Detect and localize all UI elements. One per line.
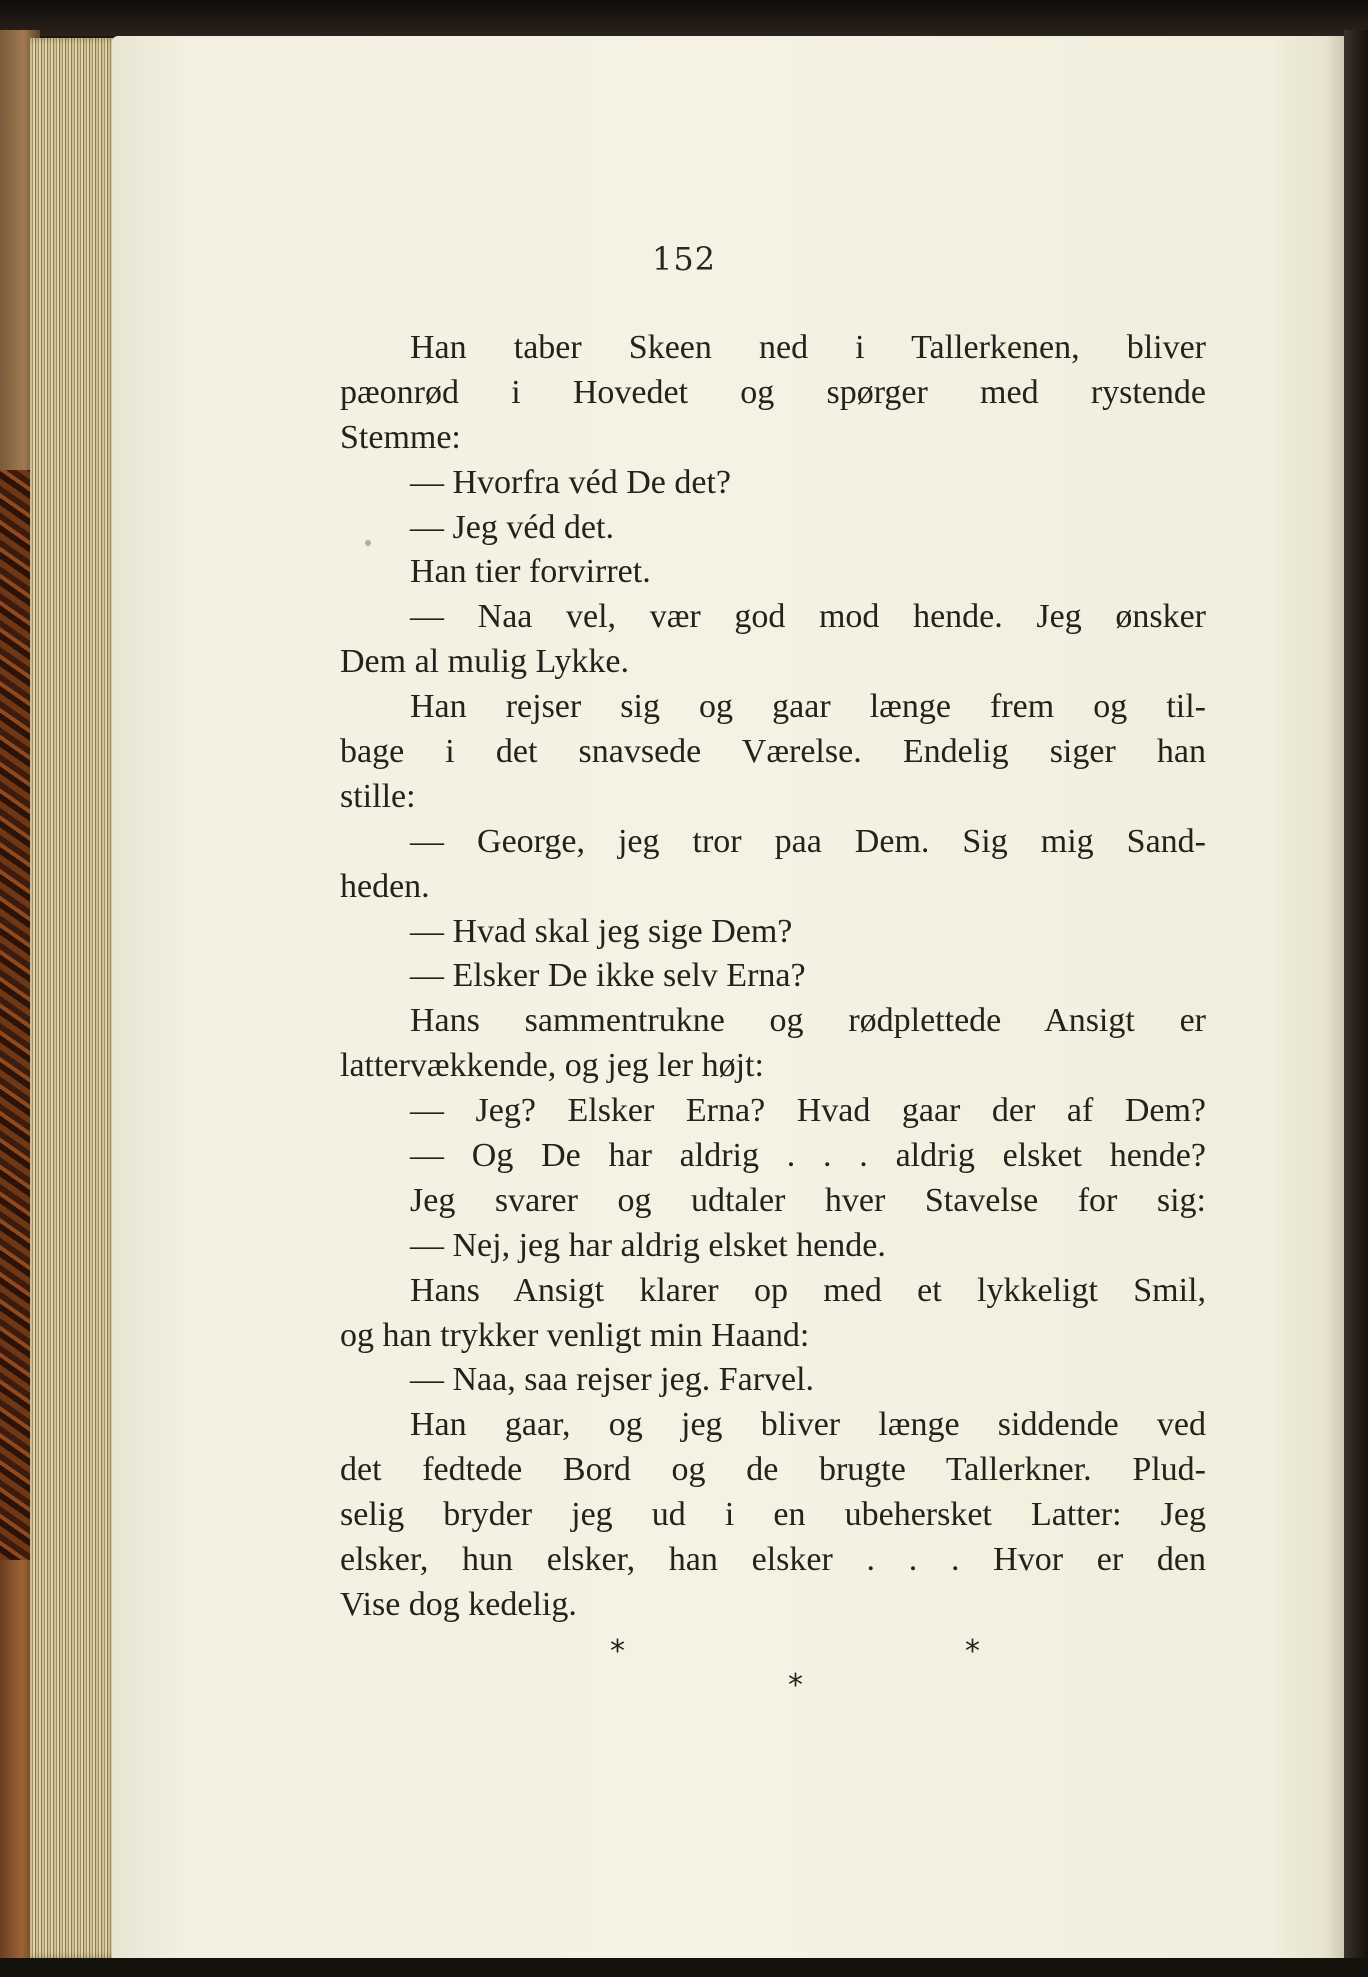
- scan-top-border: [0, 0, 1368, 36]
- text-line: — Naa, saa rejser jeg. Farvel.: [410, 1361, 815, 1399]
- text-line: selig bryder jeg ud i en ubehersket Latter: Jeg: [340, 1496, 1206, 1534]
- asterisk: *: [965, 1633, 980, 1669]
- text-line: Vise dog kedelig.: [340, 1585, 577, 1623]
- text-line: — Jeg véd det.: [410, 508, 614, 546]
- asterisk: *: [788, 1667, 803, 1703]
- scan-right-border: [1344, 30, 1368, 1970]
- text-line: Han rejser sig og gaar længe frem og til-: [410, 688, 1206, 726]
- text-line: Stemme:: [340, 418, 461, 456]
- text-line: pæonrød i Hovedet og spørger med rystende: [340, 373, 1206, 411]
- scan-bottom-border: [0, 1958, 1368, 1977]
- asterisk: *: [610, 1633, 625, 1669]
- page-edges: [30, 38, 122, 1958]
- text-line: — George, jeg tror paa Dem. Sig mig Sand-: [410, 822, 1206, 860]
- text-line: og han trykker venligt min Haand:: [340, 1316, 810, 1354]
- text-line: det fedtede Bord og de brugte Tallerkner. Plud-: [340, 1451, 1206, 1489]
- body-text: [340, 326, 1206, 1710]
- text-line: — Naa vel, vær god mod hende. Jeg ønsker: [410, 598, 1206, 636]
- text-line: — Hvad skal jeg sige Dem?: [410, 912, 793, 950]
- section-break: [340, 1630, 1206, 1710]
- text-line: Jeg svarer og udtaler hver Stavelse for sig:: [410, 1181, 1206, 1219]
- text-line: elsker, hun elsker, han elsker . . . Hvor er den: [340, 1541, 1206, 1579]
- text-line: Hans Ansigt klarer op med et lykkeligt Smil,: [410, 1271, 1206, 1309]
- text-line: — Jeg? Elsker Erna? Hvad gaar der af Dem?: [410, 1092, 1206, 1130]
- text-line: — Nej, jeg har aldrig elsket hende.: [410, 1226, 886, 1264]
- page-gutter-shade: [1326, 36, 1344, 1960]
- page-number: 152: [651, 240, 717, 278]
- text-line: stille:: [340, 777, 416, 815]
- text-line: heden.: [340, 867, 430, 905]
- text-line: Han tier forvirret.: [410, 553, 651, 591]
- text-line: lattervækkende, og jeg ler højt:: [340, 1047, 764, 1085]
- text-line: — Elsker De ikke selv Erna?: [410, 957, 806, 995]
- text-line: bage i det snavsede Værelse. Endelig siger han: [340, 733, 1206, 771]
- text-line: — Hvorfra véd De det?: [410, 463, 731, 501]
- text-line: Dem al mulig Lykke.: [340, 643, 629, 681]
- text-line: Han taber Skeen ned i Tallerkenen, bliver: [410, 329, 1206, 366]
- text-line: — Og De har aldrig . . . aldrig elsket hende?: [410, 1137, 1206, 1175]
- text-line: Han gaar, og jeg bliver længe siddende ved: [410, 1406, 1206, 1444]
- text-line: Hans sammentrukne og rødplettede Ansigt er: [410, 1002, 1206, 1040]
